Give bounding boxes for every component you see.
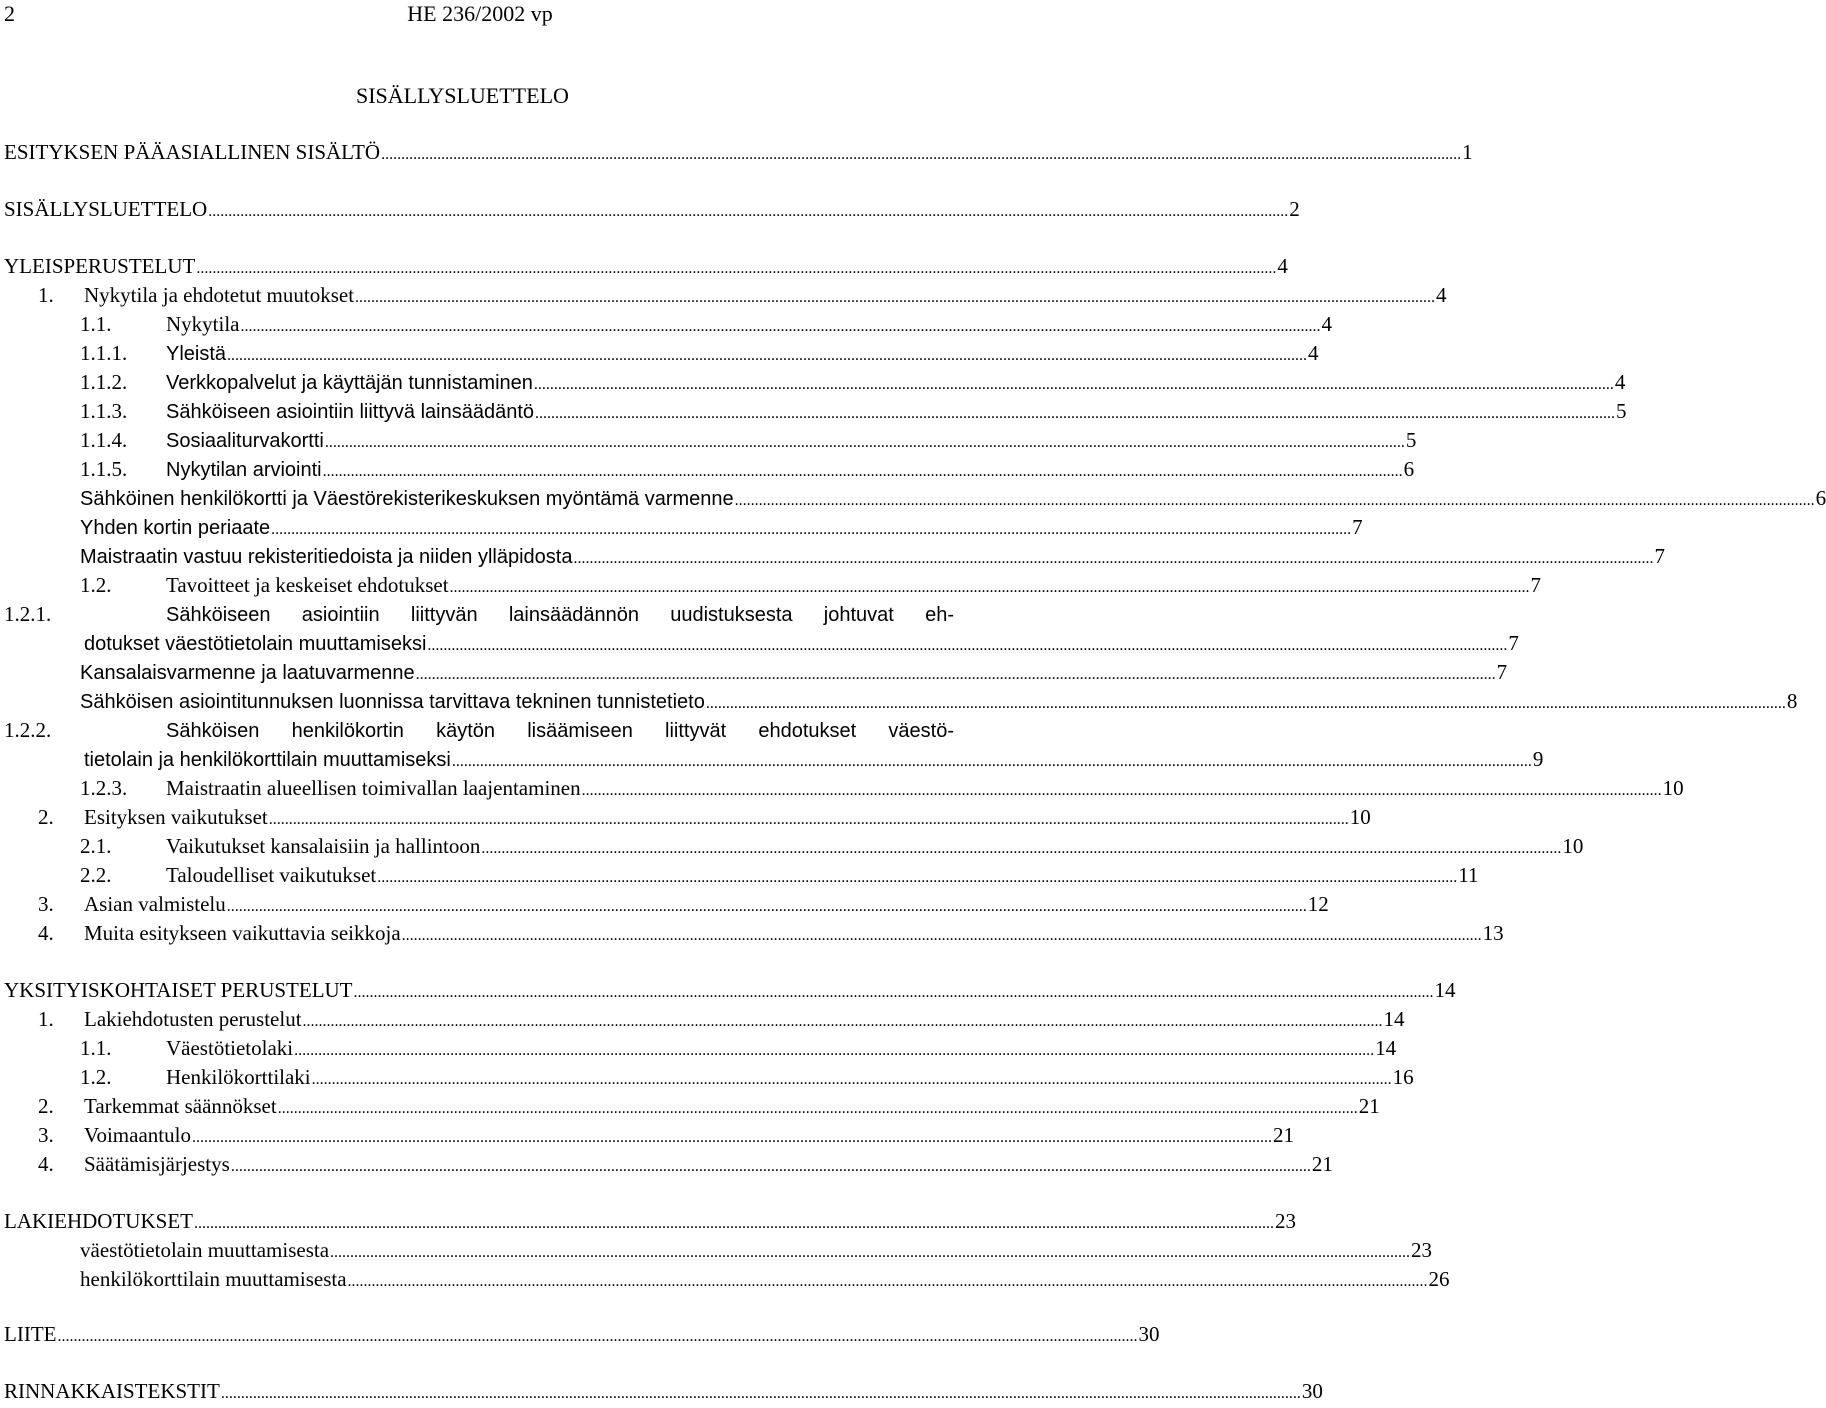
toc-entry bbox=[38, 281, 1447, 309]
toc-entry-page: 6 bbox=[1403, 457, 1415, 481]
dot-leader bbox=[706, 690, 1786, 718]
toc-entry bbox=[4, 1320, 1160, 1348]
toc-entry-title: Asian valmistelu bbox=[84, 892, 226, 916]
toc-entry-number: 1.1. bbox=[80, 1036, 112, 1060]
toc-entry-title: väestötietolain muuttamisesta bbox=[80, 1238, 330, 1262]
toc-entry bbox=[38, 1121, 1294, 1149]
toc-entry-page: 9 bbox=[1532, 747, 1544, 771]
toc-entry-number: 1.1.2. bbox=[80, 370, 128, 394]
toc-entry-page: 16 bbox=[1392, 1065, 1414, 1089]
toc-entry-page: 7 bbox=[1496, 660, 1508, 684]
toc-entry-title: Väestötietolaki bbox=[166, 1036, 294, 1060]
toc-entry-title: Taloudelliset vaikutukset bbox=[166, 863, 377, 887]
toc-entry-title: RINNAKKAISTEKSTIT bbox=[4, 1379, 220, 1403]
toc-entry-page: 13 bbox=[1482, 921, 1504, 945]
dot-leader bbox=[330, 1239, 1410, 1267]
toc-entry bbox=[4, 716, 954, 744]
dot-leader bbox=[271, 516, 1351, 544]
toc-entry-title: Verkkopalvelut ja käyttäjän tunnistaminen bbox=[166, 372, 533, 394]
dot-leader bbox=[354, 979, 1434, 1007]
toc-entry-title: Nykytila bbox=[166, 312, 240, 336]
toc-entry-page: 14 bbox=[1434, 978, 1456, 1002]
toc-entry-page: 21 bbox=[1358, 1094, 1380, 1118]
dot-leader bbox=[208, 198, 1288, 226]
toc-entry bbox=[80, 542, 1665, 570]
toc-entry bbox=[4, 1377, 1323, 1405]
toc-entry-page: 21 bbox=[1311, 1152, 1333, 1176]
toc-entry-page: 30 bbox=[1301, 1379, 1323, 1403]
toc-entry-title: ESITYKSEN PÄÄASIALLINEN SISÄLTÖ bbox=[4, 140, 381, 164]
toc-entry bbox=[80, 1063, 1414, 1091]
toc-entry bbox=[80, 1236, 1433, 1264]
toc-entry bbox=[80, 455, 1415, 483]
toc-entry-title: Muita esitykseen vaikuttavia seikkoja bbox=[84, 921, 401, 945]
toc-entry-title: Säätämisjärjestys bbox=[84, 1152, 230, 1176]
toc-entry-title: Sähköisen henkilökortin käytön lisäämiseen liittyvät ehdotukset väestö- bbox=[166, 720, 954, 742]
toc-entry-title: Tavoitteet ja keskeiset ehdotukset bbox=[166, 573, 449, 597]
toc-entry bbox=[80, 571, 1542, 599]
toc-entry-number: 1.2.2. bbox=[4, 718, 52, 742]
toc-entry-number: 1.2. bbox=[80, 1065, 112, 1089]
dot-leader bbox=[452, 748, 1532, 776]
toc-entry-page: 21 bbox=[1272, 1123, 1294, 1147]
dot-leader bbox=[381, 141, 1461, 169]
toc-entry-title: Nykytilan arviointi bbox=[166, 459, 322, 481]
toc-entry-number: 1. bbox=[38, 283, 54, 307]
toc-entry bbox=[38, 1005, 1405, 1033]
toc-entry-title: LAKIEHDOTUKSET bbox=[4, 1209, 193, 1233]
toc-entry-page: 4 bbox=[1277, 254, 1288, 278]
toc-entry-page: 12 bbox=[1307, 892, 1329, 916]
dot-leader bbox=[227, 893, 1307, 921]
toc-entry-title: Esityksen vaikutukset bbox=[84, 805, 268, 829]
toc-entry bbox=[80, 397, 1627, 425]
toc-entry-page: 23 bbox=[1274, 1209, 1296, 1233]
document-id: HE 236/2002 vp bbox=[407, 1, 553, 26]
dot-leader bbox=[325, 429, 1405, 457]
toc-entry-page: 4 bbox=[1308, 341, 1319, 365]
toc-entry bbox=[38, 803, 1371, 831]
toc-entry-number: 1.2.1. bbox=[4, 602, 52, 626]
toc-entry bbox=[38, 919, 1504, 947]
toc-entry bbox=[80, 861, 1479, 889]
toc-entry bbox=[80, 426, 1417, 454]
toc-entry-page: 5 bbox=[1405, 428, 1417, 452]
toc-entry bbox=[4, 138, 1473, 166]
toc-entry-title: henkilökorttilain muuttamisesta bbox=[80, 1267, 347, 1291]
toc-entry-page: 7 bbox=[1508, 631, 1519, 655]
toc-entry-page: 14 bbox=[1383, 1007, 1405, 1031]
toc-entry-title: Maistraatin alueellisen toimivallan laajentaminen bbox=[166, 776, 581, 800]
dot-leader bbox=[194, 1210, 1274, 1238]
toc-entry-page: 5 bbox=[1616, 399, 1627, 423]
toc-entry-number: 3. bbox=[38, 1123, 54, 1147]
toc-entry-page: 23 bbox=[1411, 1238, 1433, 1262]
toc-entry-number: 1.1.5. bbox=[80, 457, 128, 481]
toc-entry bbox=[80, 687, 1798, 715]
toc-entry bbox=[80, 774, 1684, 802]
toc-entry-number: 1.1.4. bbox=[80, 428, 128, 452]
toc-entry bbox=[4, 195, 1300, 223]
toc-entry bbox=[80, 513, 1363, 541]
toc-entry bbox=[4, 976, 1456, 1004]
dot-leader bbox=[735, 487, 1815, 515]
toc-entry-title: Nykytila ja ehdotetut muutokset bbox=[84, 283, 355, 307]
toc-entry-title: SISÄLLYSLUETTELO bbox=[4, 197, 208, 221]
toc-heading: SISÄLLYSLUETTELO bbox=[356, 83, 569, 108]
toc-entry-number: 1.2.3. bbox=[80, 776, 128, 800]
toc-entry-title: Sähköiseen asiointiin liittyvän lainsäädännön uudistuksesta johtuvat eh- bbox=[166, 604, 954, 626]
toc-entry-title: Kansalaisvarmenne ja laatuvarmenne bbox=[80, 662, 415, 684]
toc-entry bbox=[80, 658, 1508, 686]
dot-leader bbox=[227, 342, 1307, 370]
dot-leader bbox=[534, 371, 1614, 399]
toc-entry-page: 8 bbox=[1786, 689, 1798, 713]
toc-entry bbox=[80, 310, 1332, 338]
dot-leader bbox=[377, 864, 1457, 892]
toc-entry-page: 11 bbox=[1458, 863, 1479, 887]
dot-leader bbox=[416, 661, 1496, 689]
toc-entry-title: Sähköisen asiointitunnuksen luonnissa tarvittava tekninen tunnistetieto bbox=[80, 691, 705, 713]
dot-leader bbox=[196, 255, 1276, 283]
toc-entry bbox=[38, 890, 1329, 918]
toc-entry-title: Vaikutukset kansalaisiin ja hallintoon bbox=[166, 834, 481, 858]
dot-leader bbox=[231, 1153, 1311, 1181]
toc-entry-title: YKSITYISKOHTAISET PERUSTELUT bbox=[4, 978, 353, 1002]
toc-entry-continuation bbox=[84, 745, 1544, 773]
toc-entry-number: 2.1. bbox=[80, 834, 112, 858]
toc-entry bbox=[80, 339, 1319, 367]
toc-entry-title: YLEISPERUSTELUT bbox=[4, 254, 196, 278]
toc-entry bbox=[4, 600, 954, 628]
toc-entry-number: 1.1.3. bbox=[80, 399, 128, 423]
toc-entry-page: 2 bbox=[1289, 197, 1300, 221]
toc-entry bbox=[80, 832, 1584, 860]
toc-entry-title: Sosiaaliturvakortti bbox=[166, 430, 324, 452]
toc-entry-title: tietolain ja henkilökorttilain muuttamiseksi bbox=[84, 749, 451, 771]
toc-entry-title: Yleistä bbox=[166, 343, 227, 365]
page-number: 2 bbox=[4, 1, 15, 26]
dot-leader bbox=[312, 1066, 1392, 1094]
dot-leader bbox=[348, 1268, 1428, 1296]
toc-entry-title: Lakiehdotusten perustelut bbox=[84, 1007, 302, 1031]
toc-entry-page: 10 bbox=[1662, 776, 1684, 800]
toc-entry-page: 6 bbox=[1815, 486, 1826, 510]
toc-entry bbox=[80, 1265, 1450, 1293]
dot-leader bbox=[535, 400, 1615, 428]
toc-entry bbox=[38, 1092, 1380, 1120]
dot-leader bbox=[427, 632, 1507, 660]
dot-leader bbox=[582, 777, 1662, 805]
dot-leader bbox=[481, 835, 1561, 863]
toc-entry-page: 7 bbox=[1530, 573, 1542, 597]
toc-entry-page: 7 bbox=[1352, 515, 1363, 539]
toc-entry-title: Voimaantulo bbox=[84, 1123, 191, 1147]
toc-entry-number: 4. bbox=[38, 1152, 54, 1176]
dot-leader bbox=[278, 1095, 1358, 1123]
toc-entry bbox=[80, 484, 1826, 512]
dot-leader bbox=[450, 574, 1530, 602]
toc-entry bbox=[4, 252, 1288, 280]
toc-entry-page: 7 bbox=[1654, 544, 1665, 568]
toc-entry-number: 2. bbox=[38, 1094, 54, 1118]
toc-entry bbox=[80, 368, 1626, 396]
dot-leader bbox=[303, 1008, 1383, 1036]
toc-entry-page: 4 bbox=[1321, 312, 1332, 336]
toc-entry-title: dotukset väestötietolain muuttamiseksi bbox=[84, 633, 427, 655]
toc-entry-number: 3. bbox=[38, 892, 54, 916]
toc-entry-title: Yhden kortin periaate bbox=[80, 517, 271, 539]
toc-entry-page: 4 bbox=[1436, 283, 1447, 307]
toc-entry-number: 1.1. bbox=[80, 312, 112, 336]
toc-entry-number: 2.2. bbox=[80, 863, 112, 887]
toc-entry-title: Henkilökorttilaki bbox=[166, 1065, 311, 1089]
toc-entry-title: Sähköiseen asiointiin liittyvä lainsäädäntö bbox=[166, 401, 535, 423]
toc-entry-title: Tarkemmat säännökset bbox=[84, 1094, 277, 1118]
dot-leader bbox=[294, 1037, 1374, 1065]
dot-leader bbox=[402, 922, 1482, 950]
dot-leader bbox=[241, 313, 1321, 341]
dot-leader bbox=[57, 1323, 1137, 1351]
toc-entry-number: 1.2. bbox=[80, 573, 112, 597]
toc-entry-page: 10 bbox=[1349, 805, 1371, 829]
toc-entry-continuation bbox=[84, 629, 1519, 657]
toc-entry-title: Sähköinen henkilökortti ja Väestörekisterikeskuksen myöntämä varmenne bbox=[80, 488, 734, 510]
toc-entry bbox=[80, 1034, 1397, 1062]
toc-entry-page: 26 bbox=[1428, 1267, 1450, 1291]
toc-entry-number: 2. bbox=[38, 805, 54, 829]
toc-entry-title: Maistraatin vastuu rekisteritiedoista ja niiden ylläpidosta bbox=[80, 546, 573, 568]
dot-leader bbox=[192, 1124, 1272, 1152]
dot-leader bbox=[221, 1380, 1301, 1408]
toc-entry-page: 1 bbox=[1462, 140, 1473, 164]
toc-entry-page: 14 bbox=[1375, 1036, 1397, 1060]
toc-entry bbox=[38, 1150, 1333, 1178]
dot-leader bbox=[573, 545, 1653, 573]
toc-entry-number: 1.1.1. bbox=[80, 341, 128, 365]
toc-entry-title: LIITE bbox=[4, 1322, 57, 1346]
toc-entry-number: 4. bbox=[38, 921, 54, 945]
dot-leader bbox=[355, 284, 1435, 312]
toc-entry bbox=[4, 1207, 1296, 1235]
dot-leader bbox=[269, 806, 1349, 834]
toc-entry-number: 1. bbox=[38, 1007, 54, 1031]
toc-entry-page: 4 bbox=[1614, 370, 1626, 394]
dot-leader bbox=[323, 458, 1403, 486]
toc-entry-page: 30 bbox=[1138, 1322, 1160, 1346]
toc-entry-page: 10 bbox=[1562, 834, 1584, 858]
